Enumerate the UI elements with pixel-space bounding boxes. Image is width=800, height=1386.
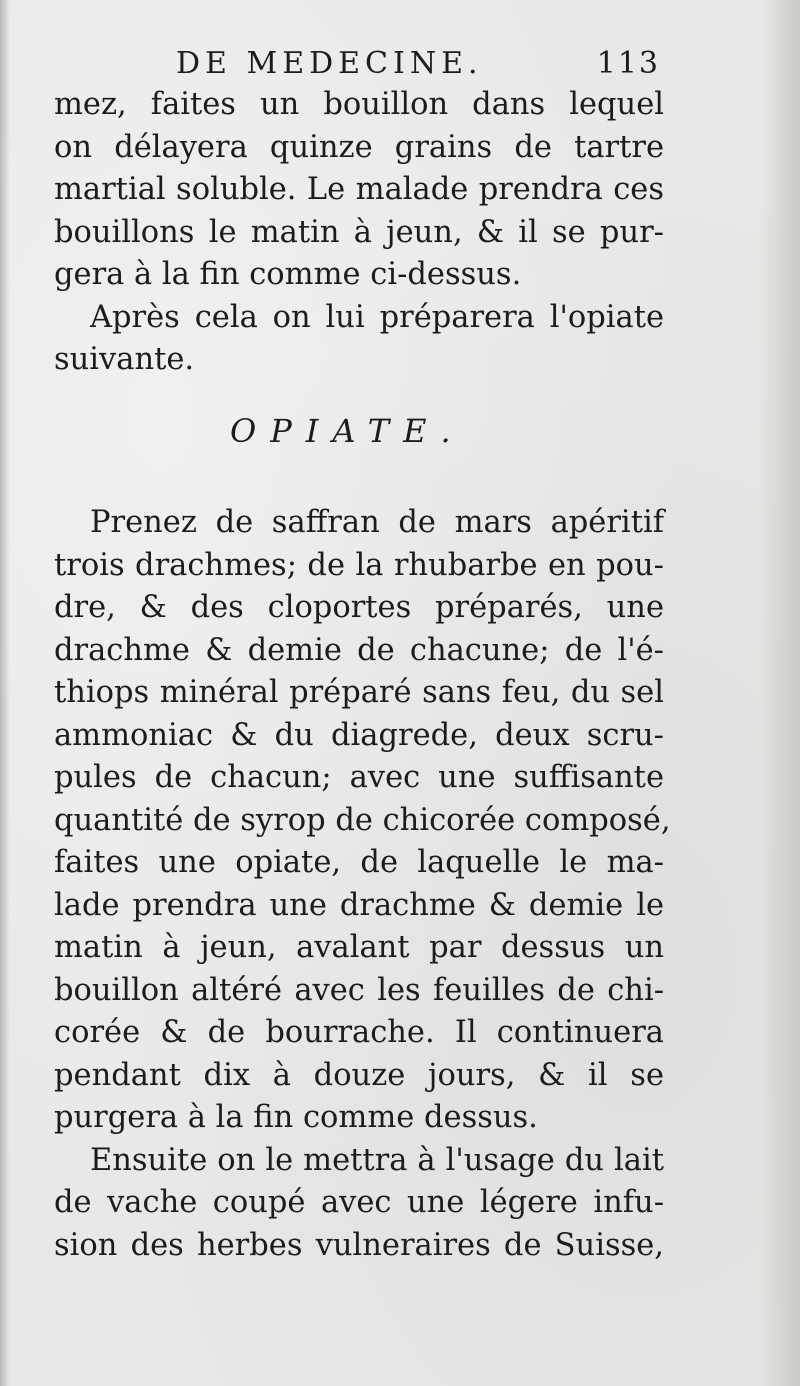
page-number: 113 bbox=[596, 46, 660, 81]
text-line: matin à jeun, avalant par dessus un bbox=[54, 930, 664, 965]
text-line: lade prendra une drachme & demie le bbox=[54, 887, 664, 923]
text-line: mez, faites un bouillon dans lequel bbox=[54, 87, 664, 122]
running-head: DE MEDECINE. bbox=[176, 46, 483, 81]
text-line: drachme & demie de chacune; de l'é- bbox=[54, 632, 664, 668]
section-title: OPIATE. bbox=[230, 412, 465, 450]
text-line: bouillons le matin à jeun, & il se pur- bbox=[54, 214, 664, 250]
text-line: pendant dix à douze jours, & il se bbox=[54, 1057, 664, 1093]
text-line: martial soluble. Le malade prendra ces bbox=[54, 172, 664, 207]
paragraph-recipe bbox=[54, 502, 671, 1267]
paragraph-continuation bbox=[54, 84, 664, 382]
text-line: dre, & des cloportes préparés, une bbox=[54, 590, 664, 625]
text-line: ammoniac & du diagrede, deux scru- bbox=[54, 717, 664, 753]
text-line: sion des herbes vulneraires de Suisse, bbox=[54, 1227, 664, 1263]
text-line: Prenez de saffran de mars apéritif bbox=[90, 505, 664, 540]
text-line: Ensuite on le mettra à l'usage du lait bbox=[90, 1142, 664, 1178]
text-line: quantité de syrop de chicorée composé, bbox=[54, 802, 671, 838]
text-line: trois drachmes; de la rhubarbe en pou- bbox=[54, 547, 664, 583]
text-line: corée & de bourrache. Il continuera bbox=[54, 1015, 664, 1050]
text-line: on délayera quinze grains de tartre bbox=[54, 129, 664, 165]
text-line: pules de chacun; avec une suffisante bbox=[54, 760, 664, 795]
text-line: de vache coupé avec une légere infu- bbox=[54, 1185, 664, 1220]
text-line: bouillon altéré avec les feuilles de chi- bbox=[54, 972, 664, 1008]
text-line: Après cela on lui préparera l'opiate bbox=[90, 299, 664, 335]
text-line: gera à la fin comme ci-dessus. bbox=[54, 257, 522, 292]
text-line: purgera à la fin comme dessus. bbox=[54, 1100, 538, 1135]
text-line: thiops minéral préparé sans feu, du sel bbox=[54, 675, 664, 710]
page-shadow-left bbox=[0, 0, 10, 1386]
page-shadow-right bbox=[760, 0, 800, 1386]
text-line: suivante. bbox=[54, 342, 195, 377]
text-line: faites une opiate, de laquelle le ma- bbox=[54, 845, 664, 880]
